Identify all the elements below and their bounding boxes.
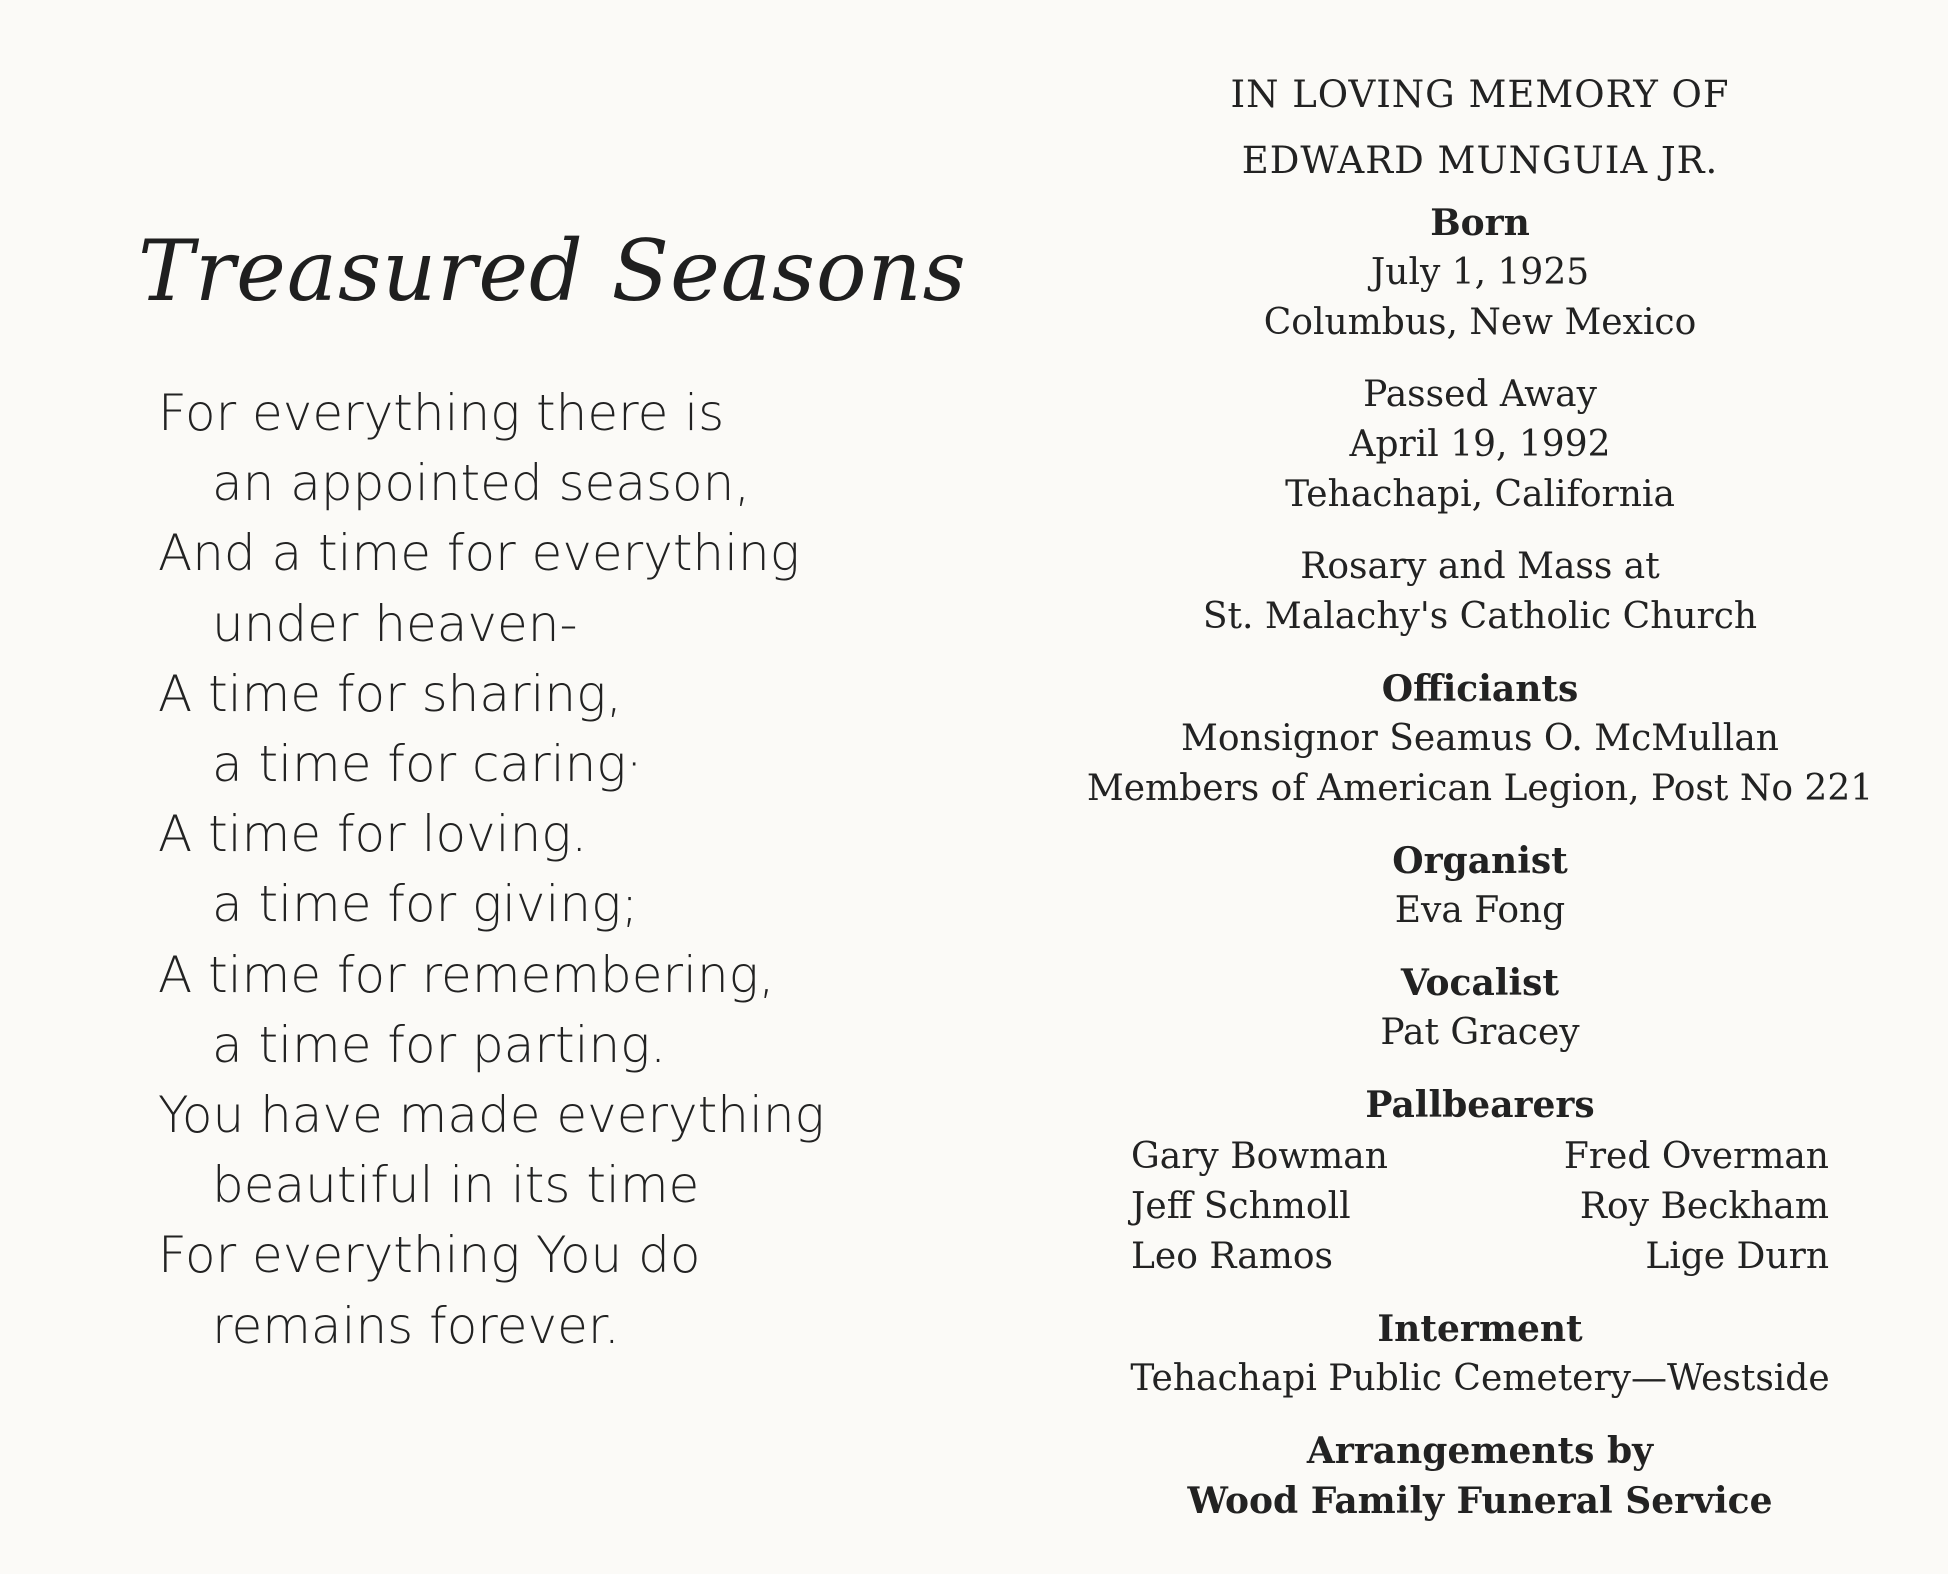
poem-line: You have made everything (158, 1086, 825, 1145)
pallbearer-name: Lige Durn (1645, 1236, 1829, 1277)
interment-place: Tehachapi Public Cemetery—Westside (1130, 1358, 1830, 1399)
passed-place: Tehachapi, California (1285, 474, 1675, 515)
pallbearer-name: Roy Beckham (1579, 1186, 1829, 1227)
vocalist-section (1070, 958, 1890, 1058)
arrangements-section (1070, 1426, 1890, 1526)
arrangements-line1: Arrangements by (1306, 1430, 1654, 1472)
poem-line: an appointed season, (212, 454, 751, 513)
interment-section (1070, 1304, 1890, 1404)
officiant-name: Members of American Legion, Post No 221 (1086, 768, 1874, 809)
poem-line: A time for remembering, (158, 945, 775, 1004)
officiants-section (1070, 664, 1890, 814)
pallbearers-right-column (1564, 1132, 1829, 1282)
funeral-home-name: Wood Family Funeral Service (1187, 1480, 1773, 1522)
memorial-heading: IN LOVING MEMORY OF (1230, 73, 1730, 116)
born-label: Born (1430, 202, 1530, 244)
pallbearers-list (1131, 1132, 1829, 1282)
poem-text (158, 378, 825, 1361)
pallbearer-name: Leo Ramos (1131, 1236, 1334, 1277)
pallbearer-name: Gary Bowman (1131, 1136, 1388, 1177)
service-section (1070, 542, 1890, 642)
vocalist-label: Vocalist (1400, 962, 1560, 1004)
passed-section (1070, 370, 1890, 520)
organist-label: Organist (1392, 840, 1568, 882)
service-line2: St. Malachy's Catholic Church (1202, 596, 1758, 637)
poem-line: a time for giving; (212, 875, 638, 934)
pallbearers-label: Pallbearers (1365, 1084, 1595, 1126)
poem-line: For everything there is (158, 384, 725, 442)
born-section (1070, 198, 1890, 348)
service-line1: Rosary and Mass at (1300, 546, 1660, 587)
poem-line: remains forever. (212, 1296, 620, 1355)
organist-name: Eva Fong (1394, 890, 1566, 931)
poem-line: And a time for everything (158, 524, 800, 583)
born-place: Columbus, New Mexico (1263, 302, 1697, 343)
pallbearer-name: Fred Overman (1563, 1136, 1829, 1177)
officiants-label: Officiants (1381, 668, 1579, 710)
organist-section (1070, 836, 1890, 936)
poem-line: a time for caring· (212, 735, 643, 794)
deceased-name: EDWARD MUNGUIA JR. (1241, 139, 1719, 182)
interment-label: Interment (1377, 1308, 1583, 1350)
officiant-name: Monsignor Seamus O. McMullan (1181, 718, 1779, 759)
poem-line: beautiful in its time (212, 1156, 700, 1215)
poem-title: Treasured Seasons (138, 222, 967, 320)
passed-date: April 19, 1992 (1349, 424, 1611, 465)
pallbearers-left-column (1131, 1132, 1388, 1282)
vocalist-name: Pat Gracey (1380, 1012, 1580, 1053)
pallbearers-section (1070, 1080, 1890, 1282)
poem-line: A time for sharing, (158, 664, 623, 723)
born-date: July 1, 1925 (1370, 252, 1590, 293)
memorial-details (1070, 62, 1890, 1526)
poem-line: a time for parting. (212, 1015, 667, 1074)
passed-label: Passed Away (1363, 374, 1597, 415)
poem-line: A time for loving. (158, 805, 588, 864)
pallbearer-name: Jeff Schmoll (1131, 1186, 1351, 1227)
poem-line: under heaven- (212, 594, 578, 653)
poem-line: For everything You do (158, 1226, 701, 1285)
